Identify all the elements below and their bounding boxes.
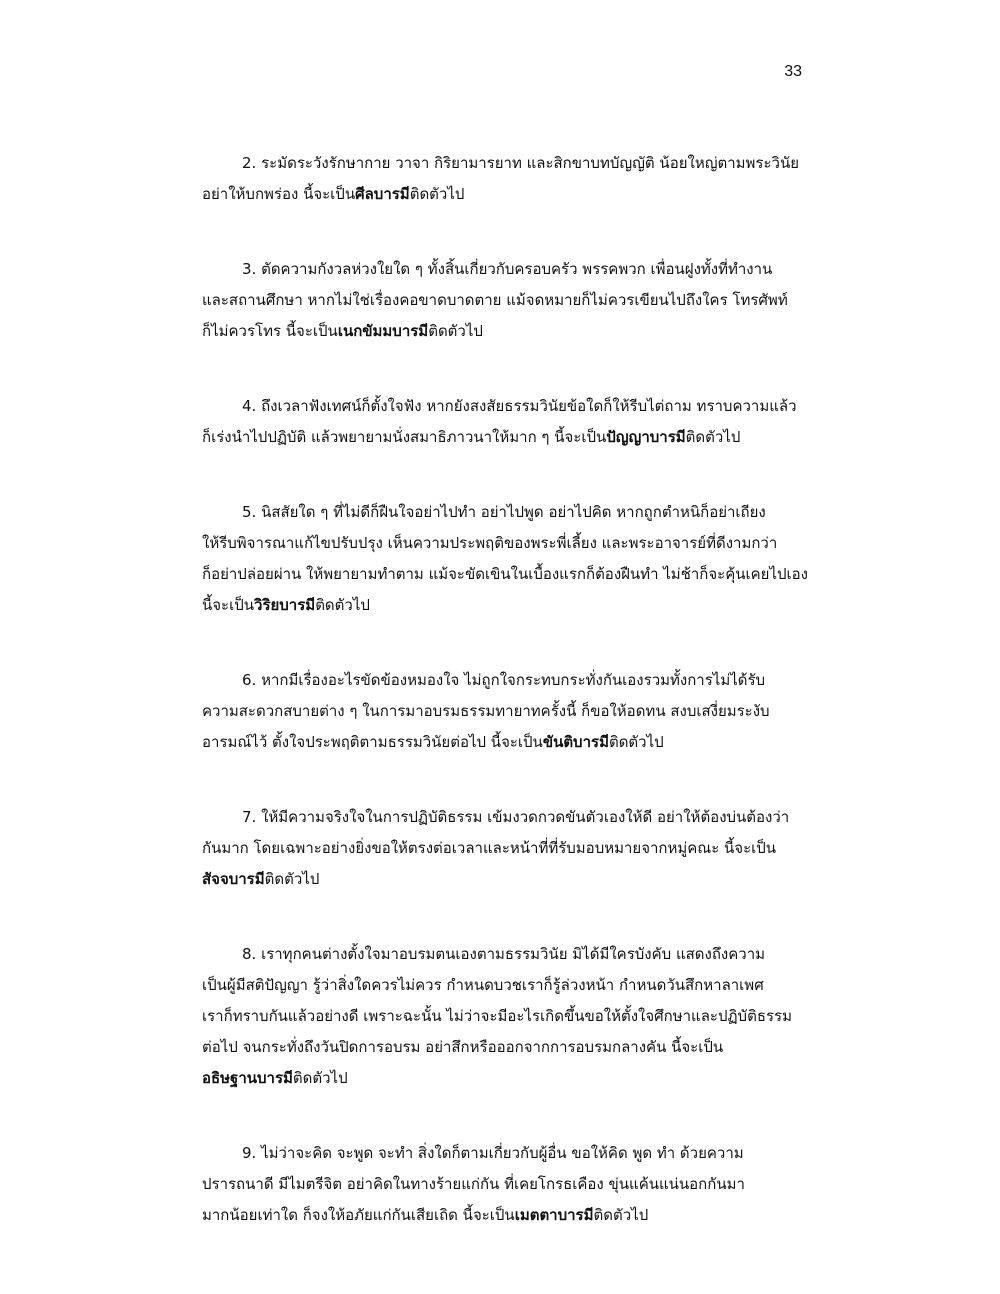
virtue-term: เนกขัมมบารมี [337,322,429,340]
paragraph-khanti [202,665,807,758]
paragraph-line: สัจจบารมีติดตัวไป [202,870,320,888]
virtue-term: อธิษฐานบารมี [202,1069,293,1087]
paragraph-line: ความสะดวกสบายต่าง ๆ ในการมาอบรมธรรมทายาทครั้งนี้ ก็ขอให้อดทน สงบเสงี่ยมระงับ [202,702,770,720]
paragraph-line: เราก็ทราบกันแล้วอย่างดี เพราะฉะนั้น ไม่ว่าจะมีอะไรเกิดขึ้นขอให้ตั้งใจศึกษาและปฏิบัติธรรม [202,1007,792,1025]
page-number: 33 [784,63,802,80]
paragraph-line: 7. ให้มีความจริงใจในการปฏิบัติธรรม เข้มงวดกวดขันตัวเองให้ดี อย่าให้ต้องบ่นต้องว่า [242,808,790,826]
paragraph-line: 9. ไม่ว่าจะคิด จะพูด จะทำ สิ่งใดก็ตามเกี่ยวกับผู้อื่น ขอให้คิด พูด ทำ ด้วยความ [242,1144,744,1162]
paragraph-sacca [202,802,807,895]
paragraph-sila [202,148,807,210]
paragraph-line: เป็นผู้มีสติปัญญา รู้ว่าสิ่งใดควรไม่ควร กำหนดบวชเราก็รู้ล่วงหน้า กำหนดวันสึกหาลาเพศ [202,976,764,994]
paragraph-metta [202,1138,807,1231]
paragraph-line: ให้รีบพิจารณาแก้ไขปรับปรุง เห็นความประพฤติของพระพี่เลี้ยง และพระอาจารย์ที่ดีงามกว่า [202,534,778,552]
paragraph-line: ก็เร่งนำไปปฏิบัติ แล้วพยายามนั่งสมาธิภาวนาให้มาก ๆ นี้จะเป็นปัญญาบารมีติดตัวไป [202,428,741,446]
virtue-term: ปัญญาบารมี [606,428,686,446]
paragraph-line: ต่อไป จนกระทั่งถึงวันปิดการอบรม อย่าสึกหรือออกจากการอบรมกลางคัน นี้จะเป็น [202,1038,724,1056]
paragraph-line: 3. ตัดความกังวลห่วงใยใด ๆ ทั้งสิ้นเกี่ยวกับครอบครัว พรรคพวก เพื่อนฝูงทั้งที่ทำงาน [242,260,773,278]
paragraph-line: 5. นิสสัยใด ๆ ที่ไม่ดีก็ฝืนใจอย่าไปทำ อย่าไปพูด อย่าไปคิด หากถูกตำหนิก็อย่าเถียง [242,503,766,521]
paragraph-nekkhamma [202,254,807,347]
paragraph-line: อารมณ์ไว้ ตั้งใจประพฤติตามธรรมวินัยต่อไป นี้จะเป็นขันติบารมีติดตัวไป [202,733,664,751]
paragraph-panya [202,391,807,453]
paragraph-line: นี้จะเป็นวิริยบารมีติดตัวไป [202,596,370,614]
paragraph-line: อย่าให้บกพร่อง นี้จะเป็นศีลบารมีติดตัวไป [202,185,465,203]
virtue-term: ศีลบารมี [355,185,410,203]
virtue-term: วิริยบารมี [254,596,316,614]
paragraph-line: 6. หากมีเรื่องอะไรขัดข้องหมองใจ ไม่ถูกใจกระทบกระทั่งกันเองรวมทั้งการไม่ได้รับ [242,671,766,689]
document-body [202,148,807,1275]
paragraph-line: ก็ไม่ควรโทร นี้จะเป็นเนกขัมมบารมีติดตัวไป [202,322,483,340]
paragraph-line: ก็อย่าปล่อยผ่าน ให้พยายามทำตาม แม้จะขัดเขินในเบื้องแรกก็ต้องฝืนทำ ไม่ช้าก็จะคุ้นเคยไปเอง [202,565,808,583]
paragraph-line: และสถานศึกษา หากไม่ใช่เรื่องคอขาดบาดตาย แม้จดหมายก็ไม่ควรเขียนไปถึงใคร โทรศัพท์ [202,291,788,309]
paragraph-line: ปรารถนาดี มีไมตรีจิต อย่าคิดในทางร้ายแก่กัน ที่เคยโกรธเคือง ขุ่นแค้นแน่นอกกันมา [202,1175,745,1193]
paragraph-line: กันมาก โดยเฉพาะอย่างยิ่งขอให้ตรงต่อเวลาและหน้าที่ที่รับมอบหมายจากหมู่คณะ นี้จะเป็น [202,839,777,857]
virtue-term: ขันติบารมี [542,733,609,751]
paragraph-line: 2. ระมัดระวังรักษากาย วาจา กิริยามารยาท และสิกขาบทบัญญัติ น้อยใหญ่ตามพระวินัย [242,154,799,172]
virtue-term: เมตตาบารมี [514,1206,594,1224]
paragraph-line: มากน้อยเท่าใด ก็จงให้อภัยแก่กันเสียเถิด นี้จะเป็นเมตตาบารมีติดตัวไป [202,1206,649,1224]
paragraph-line: 8. เราทุกคนต่างตั้งใจมาอบรมตนเองตามธรรมวินัย มิได้มีใครบังคับ แสดงถึงความ [242,945,766,963]
paragraph-line: 4. ถึงเวลาฟังเทศน์ก็ตั้งใจฟัง หากยังสงสัยธรรมวินัยข้อใดก็ให้รีบไต่ถาม ทราบความแล้ว [242,397,797,415]
virtue-term: สัจจบารมี [202,870,265,888]
paragraph-viriya [202,497,807,621]
paragraph-line: อธิษฐานบารมีติดตัวไป [202,1069,348,1087]
paragraph-adhitthana [202,939,807,1094]
